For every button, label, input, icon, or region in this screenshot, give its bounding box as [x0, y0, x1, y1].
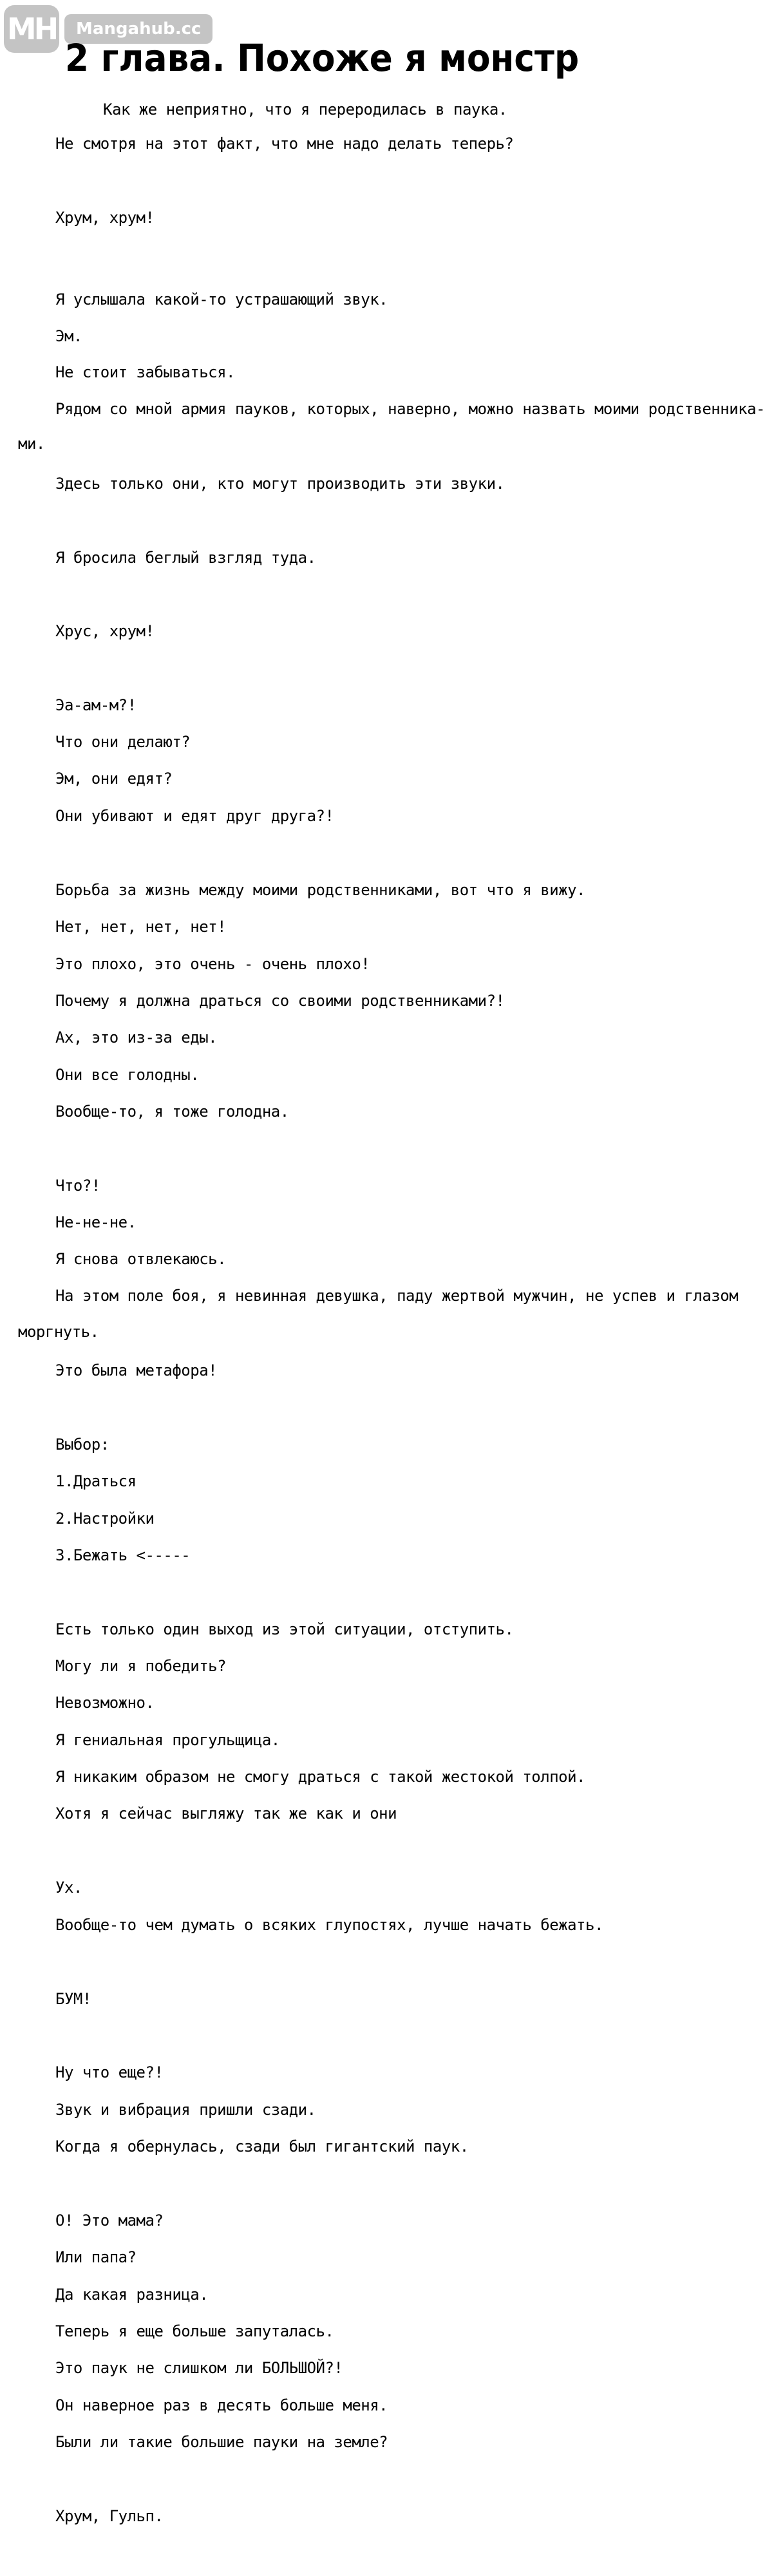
text-line: Хрус, хрум!: [55, 622, 155, 640]
text-line: Это паук не слишком ли БОЛЬШОЙ?!: [55, 2359, 343, 2377]
watermark-site-label: Mangahub.cc: [64, 14, 212, 44]
text-line: Ну что еще?!: [55, 2063, 164, 2081]
text-line: Эм.: [55, 327, 82, 345]
text-line: Почему я должна драться со своими родственниками?!: [55, 992, 505, 1010]
text-line-continuation: ми.: [18, 435, 45, 453]
text-line: Есть только один выход из этой ситуации, отступить.: [55, 1620, 514, 1638]
text-line: Не-не-не.: [55, 1213, 137, 1231]
text-line: Вообще-то чем думать о всяких глупостях, лучше начать бежать.: [55, 1916, 603, 1934]
text-line: Как же неприятно, что я переродилась в паука.: [103, 100, 507, 118]
text-line: Эа-ам-м?!: [55, 696, 137, 714]
text-line: Хрум, хрум!: [55, 209, 155, 227]
text-line: Были ли такие большие пауки на земле?: [55, 2433, 388, 2451]
text-line-continuation: моргнуть.: [18, 1323, 99, 1341]
text-line: О! Это мама?: [55, 2211, 164, 2230]
text-line: Они все голодны.: [55, 1066, 200, 1084]
text-line: Не смотря на этот факт, что мне надо делать теперь?: [55, 135, 514, 153]
text-line: На этом поле боя, я невинная девушка, паду жертвой мужчин, не успев и глазом: [55, 1287, 739, 1305]
text-line: Могу ли я победить?: [55, 1657, 227, 1675]
text-line: Это плохо, это очень - очень плохо!: [55, 955, 370, 973]
text-line: Я бросила беглый взгляд туда.: [55, 549, 316, 567]
text-line: 1.Драться: [55, 1472, 137, 1490]
text-line: Я никаким образом не смогу драться с такой жестокой толпой.: [55, 1768, 586, 1786]
text-line: Ух.: [55, 1879, 82, 1897]
text-line: Борьба за жизнь между моими родственниками, вот что я вижу.: [55, 881, 586, 899]
chapter-title: 2 глава. Похоже я монстр: [64, 36, 580, 80]
text-line: Вообще-то, я тоже голодна.: [55, 1103, 289, 1121]
text-line: Что они делают?: [55, 733, 191, 751]
text-line: 2.Настройки: [55, 1510, 155, 1528]
text-line: Да какая разница.: [55, 2286, 209, 2304]
text-line: Я услышала какой-то устрашающий звук.: [55, 290, 388, 308]
text-line: Это была метафора!: [55, 1361, 218, 1379]
text-line: Невозможно.: [55, 1694, 155, 1712]
text-line: Хотя я сейчас выгляжу так же как и они: [55, 1804, 397, 1823]
text-line: Я снова отвлекаюсь.: [55, 1250, 227, 1268]
text-line: Теперь я еще больше запуталась.: [55, 2322, 334, 2340]
text-line: БУМ!: [55, 1990, 91, 2008]
text-line: Он наверное раз в десять больше меня.: [55, 2396, 388, 2414]
text-line: Нет, нет, нет, нет!: [55, 918, 227, 936]
text-line: Эм, они едят?: [55, 770, 173, 788]
text-line: 3.Бежать <-----: [55, 1546, 191, 1564]
text-line: Здесь только они, кто могут производить эти звуки.: [55, 475, 505, 493]
text-line: Когда я обернулась, сзади был гигантский паук.: [55, 2137, 469, 2155]
text-line: Что?!: [55, 1177, 100, 1195]
text-line: Выбор:: [55, 1435, 109, 1454]
text-line: Рядом со мной армия пауков, которых, наверно, можно назвать моими родственника-: [55, 400, 765, 418]
text-line: Хрум, Гульп.: [55, 2507, 164, 2525]
text-line: Звук и вибрация пришли сзади.: [55, 2101, 316, 2119]
watermark-logo: MH: [4, 5, 59, 53]
text-line: Я гениальная прогульщица.: [55, 1731, 280, 1749]
text-line: Они убивают и едят друг друга?!: [55, 807, 334, 825]
text-line: Не стоит забываться.: [55, 363, 235, 381]
text-line: Ах, это из-за еды.: [55, 1028, 218, 1046]
text-line: Или папа?: [55, 2248, 137, 2266]
